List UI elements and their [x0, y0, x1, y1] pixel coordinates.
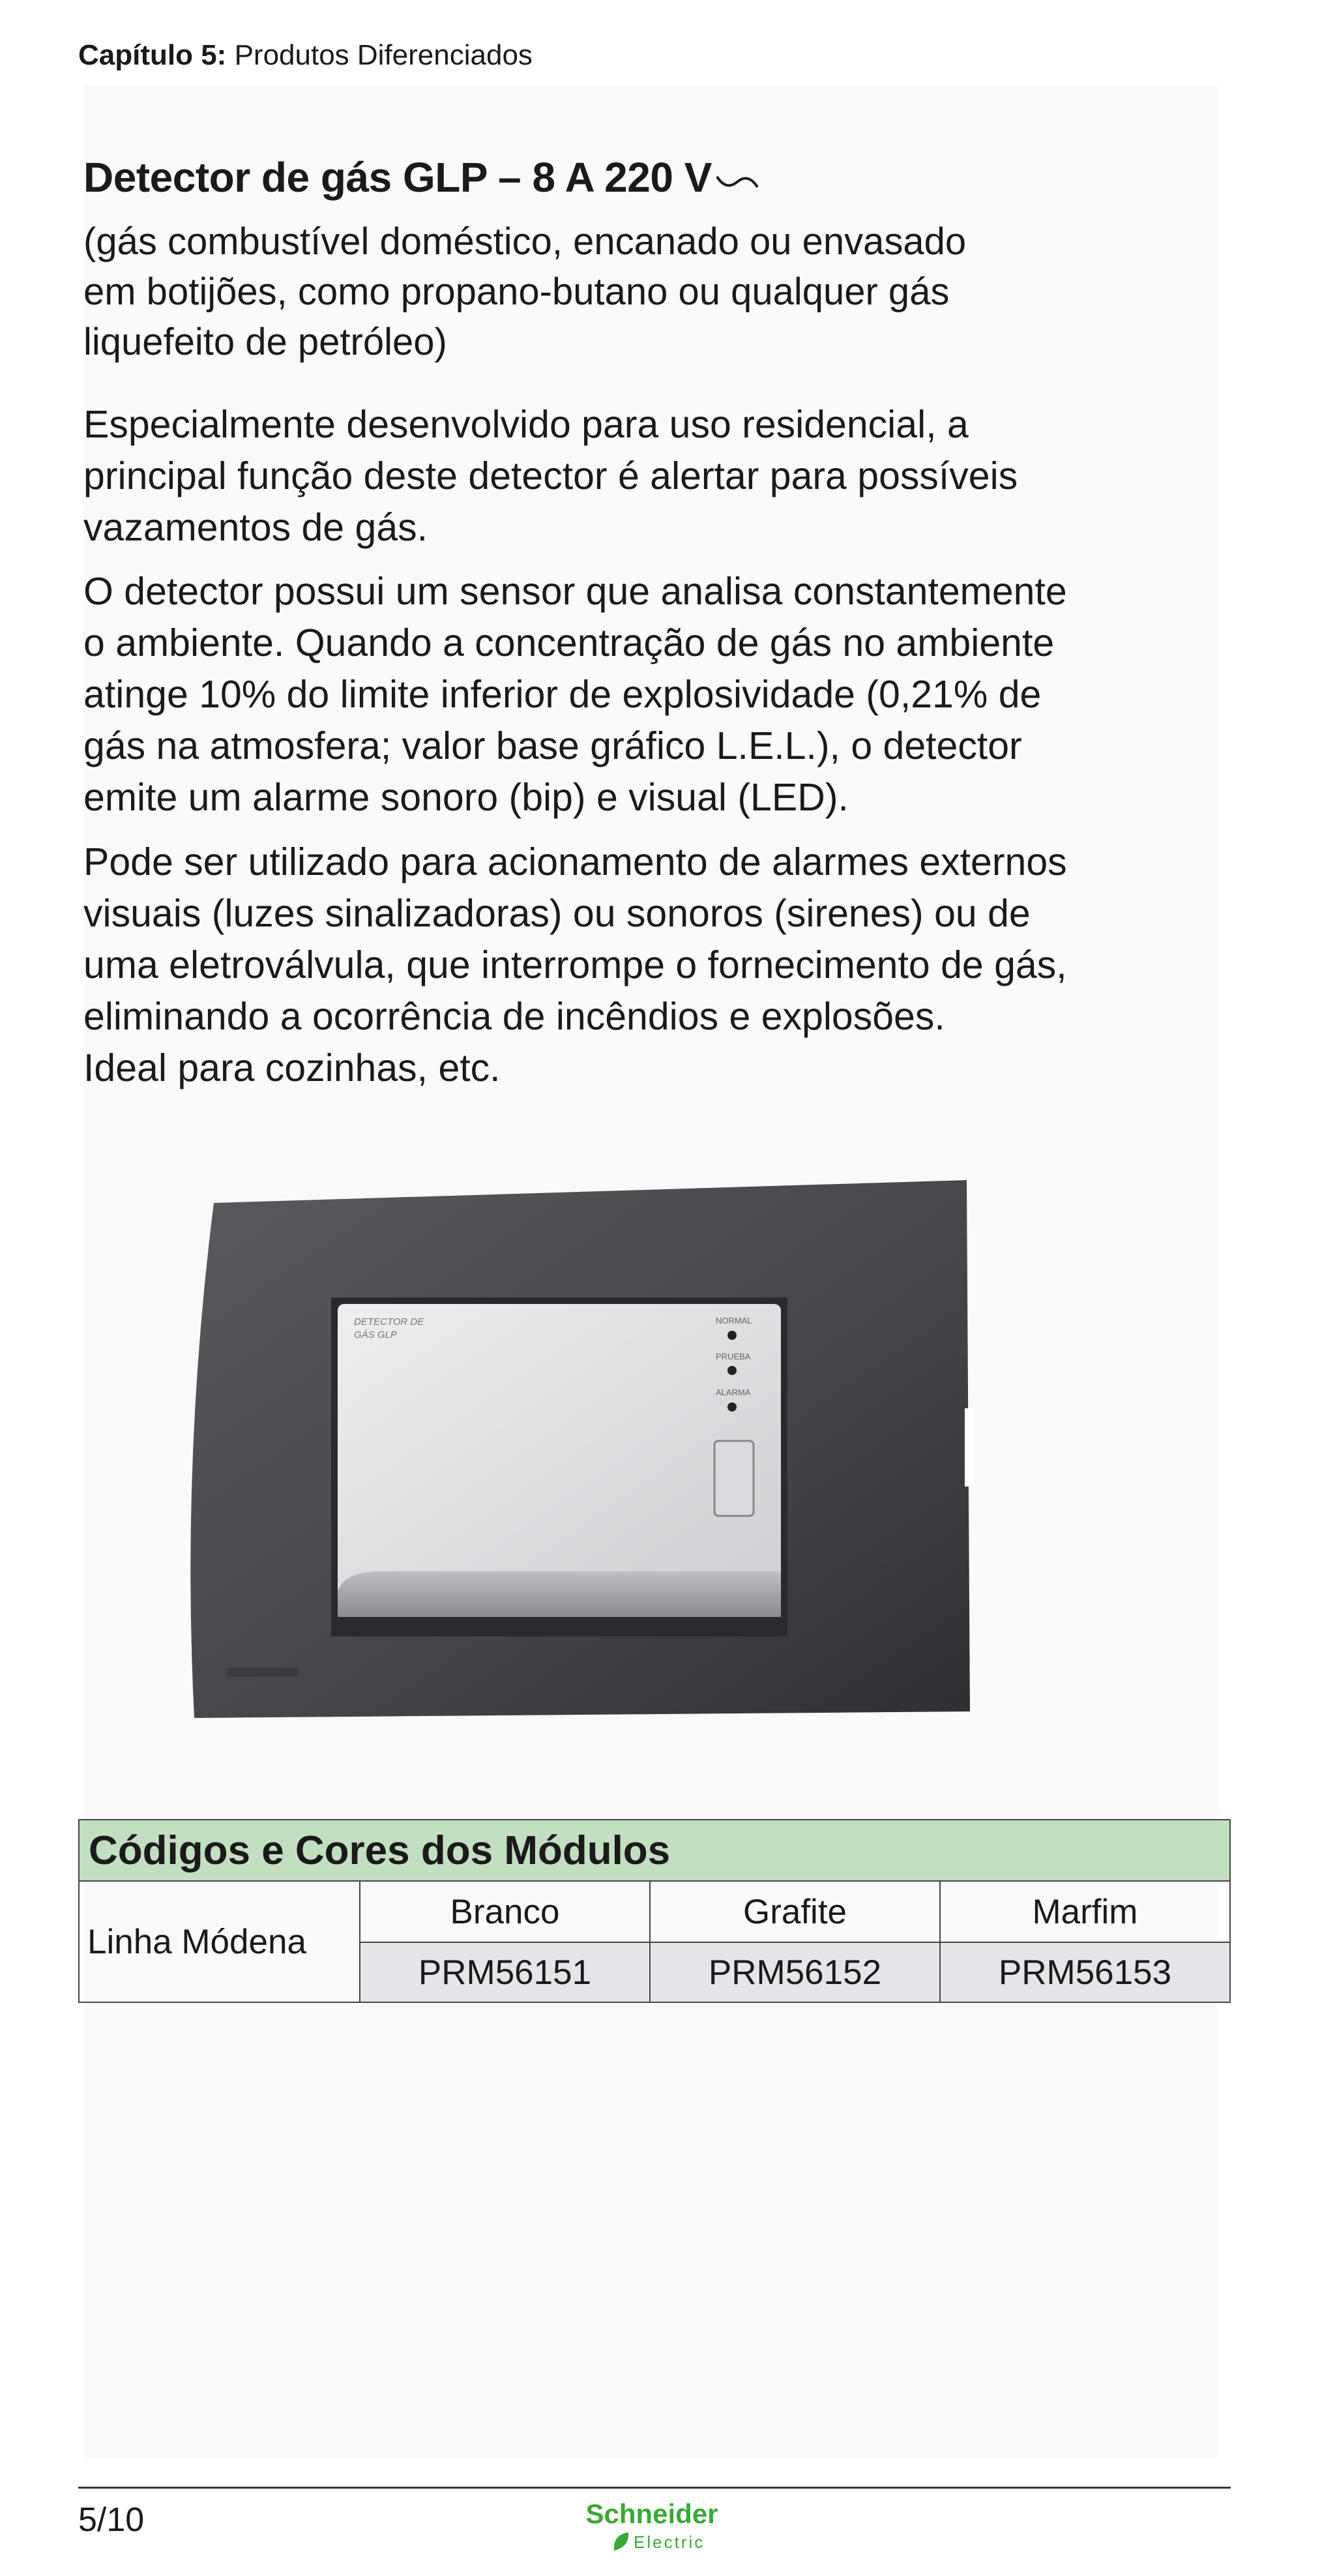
chapter-header	[78, 39, 533, 72]
text-line: uma eletroválvula, que interrompe o fornecimento de gás,	[83, 943, 1067, 986]
led-normal-icon	[727, 1331, 737, 1340]
line-name: Linha Módena	[79, 1881, 360, 2002]
paragraph-sensor	[83, 566, 1067, 823]
color-cell: Branco	[360, 1881, 650, 1942]
test-button	[714, 1441, 754, 1516]
logo-leaf-icon	[614, 2532, 628, 2551]
code-cell: PRM56152	[650, 1942, 940, 2002]
gas-detector-photo	[188, 1174, 990, 1728]
alternating-current-icon	[714, 168, 760, 194]
text-line: Pode ser utilizado para acionamento de alarmes externos	[83, 840, 1067, 883]
product-subtitle	[83, 216, 1159, 367]
led-label-alarma: ALARMA	[716, 1387, 751, 1397]
text-line: o ambiente. Quando a concentração de gás no ambiente	[83, 621, 1055, 664]
logo-subtitle: Electric	[634, 2532, 705, 2552]
color-row	[79, 1881, 1230, 1942]
text-line: vazamentos de gás.	[83, 506, 428, 549]
codes-table-header-row	[79, 1820, 1230, 1881]
logo-wordmark: Schneider	[585, 2498, 718, 2529]
codes-table-heading: Códigos e Cores dos Módulos	[79, 1820, 1230, 1881]
text-line: principal função deste detector é alertar para possíveis	[83, 454, 1018, 497]
chapter-title: Produtos Diferenciados	[234, 39, 533, 71]
detector-panel-lip	[338, 1571, 781, 1617]
text-line: O detector possui um sensor que analisa constantemente	[83, 570, 1067, 613]
subtitle-line: liquefeito de petróleo)	[83, 321, 447, 363]
text-line: eliminando a ocorrência de incêndios e explosões.	[83, 995, 945, 1038]
page-number: 5/10	[78, 2501, 145, 2539]
panel-label-line1: DETECTOR DE	[354, 1316, 424, 1327]
subtitle-line: (gás combustível doméstico, encanado ou envasado	[83, 220, 967, 263]
text-line: visuais (luzes sinalizadoras) ou sonoros (sirenes) ou de	[83, 892, 1031, 935]
led-label-prueba: PRUEBA	[716, 1352, 751, 1361]
color-cell: Marfim	[940, 1881, 1230, 1942]
subtitle-line: em botijões, como propano-butano ou qualquer gás	[83, 271, 950, 313]
paragraph-intro	[83, 399, 1018, 554]
panel-label-line2: GÁS GLP	[354, 1329, 397, 1340]
schneider-electric-logo	[574, 2497, 730, 2556]
footer-divider	[78, 2487, 1231, 2489]
detector-slot	[965, 1408, 974, 1487]
text-line: emite um alarme sonoro (bip) e visual (LED).	[83, 776, 849, 819]
product-title-text: Detector de gás GLP – 8 A 220 V	[83, 154, 712, 201]
text-line: gás na atmosfera; valor base gráfico L.E.L.), o detector	[83, 724, 1022, 767]
codes-table	[78, 1819, 1231, 2003]
color-cell: Grafite	[650, 1881, 940, 1942]
paragraph-usage	[83, 836, 1067, 1094]
text-line: Ideal para cozinhas, etc.	[83, 1046, 501, 1089]
brand-mark-icon	[227, 1668, 299, 1677]
led-prueba-icon	[727, 1366, 737, 1375]
text-line: atinge 10% do limite inferior de explosividade (0,21% de	[83, 673, 1042, 716]
text-line: Especialmente desenvolvido para uso residencial, a	[83, 403, 969, 446]
led-label-normal: NORMAL	[716, 1316, 752, 1325]
code-cell: PRM56153	[940, 1942, 1230, 2002]
led-alarma-icon	[727, 1402, 737, 1412]
code-cell: PRM56151	[360, 1942, 650, 2002]
product-title	[83, 153, 760, 201]
chapter-label: Capítulo 5:	[78, 39, 227, 71]
